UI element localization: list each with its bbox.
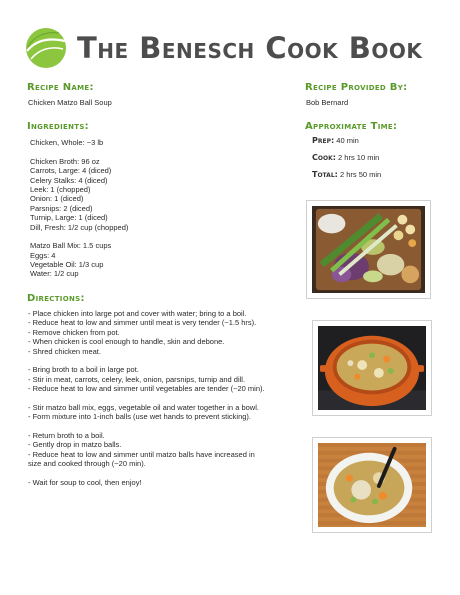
direction-step: - Return broth to a boil. bbox=[28, 431, 105, 441]
ingredients-list bbox=[30, 138, 128, 279]
direction-step: - Wait for soup to cool, then enjoy! bbox=[28, 478, 142, 488]
ingredient-item: Eggs: 4 bbox=[30, 250, 56, 260]
vegetables-photo bbox=[306, 200, 431, 299]
cook-time bbox=[312, 153, 379, 162]
prep-time bbox=[312, 136, 359, 145]
direction-step: - Reduce heat to low and simmer until matzo balls have increased in bbox=[28, 449, 255, 459]
direction-step: - Form mixture into 1-inch balls (use wet hands to prevent sticking). bbox=[28, 412, 252, 422]
direction-step: - Bring broth to a boil in large pot. bbox=[28, 365, 139, 375]
recipe-name-heading: Recipe Name: bbox=[27, 82, 94, 93]
total-label: Total: bbox=[312, 170, 338, 179]
direction-step: - Stir matzo ball mix, eggs, vegetable oil and water together in a bowl. bbox=[28, 402, 259, 412]
cook-label: Cook: bbox=[312, 153, 336, 162]
recipe-name-value: Chicken Matzo Ball Soup bbox=[28, 98, 112, 107]
direction-step: - Gently drop in matzo balls. bbox=[28, 440, 122, 450]
ingredient-item: Dill, Fresh: 1/2 cup (chopped) bbox=[30, 222, 129, 232]
ingredient-item: Carrots, Large: 4 (diced) bbox=[30, 166, 112, 176]
soup-pot-photo bbox=[312, 320, 432, 416]
provided-by-value: Bob Bernard bbox=[306, 98, 349, 107]
page-title: The Benesch Cook Book bbox=[77, 31, 423, 65]
ingredient-item: Celery Stalks: 4 (diced) bbox=[30, 175, 108, 185]
direction-step: size and cooked through (~20 min). bbox=[28, 459, 146, 469]
ingredient-item: Matzo Ball Mix: 1.5 cups bbox=[30, 241, 112, 251]
ingredient-item: Vegetable Oil: 1/3 cup bbox=[30, 260, 104, 270]
direction-step: - Reduce heat to low and simmer until meat is very tender (~1.5 hrs). bbox=[28, 318, 257, 328]
ingredient-item: Water: 1/2 cup bbox=[30, 269, 79, 279]
provided-by-heading: Recipe Provided By: bbox=[305, 82, 408, 93]
leaf-logo-icon bbox=[25, 27, 67, 69]
cook-value: 2 hrs 10 min bbox=[338, 153, 380, 162]
directions-list bbox=[28, 309, 265, 487]
direction-step: - Reduce heat to low and simmer until vegetables are tender (~20 min). bbox=[28, 384, 265, 394]
ingredient-item: Chicken Broth: 96 oz bbox=[30, 156, 100, 166]
ingredient-item: Onion: 1 (diced) bbox=[30, 194, 84, 204]
direction-step: - When chicken is cool enough to handle, skin and debone. bbox=[28, 337, 225, 347]
direction-step: - Stir in meat, carrots, celery, leek, onion, parsnips, turnip and dill. bbox=[28, 374, 246, 384]
approximate-time-heading: Approximate Time: bbox=[305, 121, 398, 132]
soup-bowl-photo bbox=[312, 437, 432, 533]
ingredient-item: Parsnips: 2 (diced) bbox=[30, 203, 93, 213]
directions-heading: Directions: bbox=[27, 293, 85, 304]
total-time bbox=[312, 170, 381, 179]
ingredient-item: Turnip, Large: 1 (diced) bbox=[30, 213, 108, 223]
direction-step: - Shred chicken meat. bbox=[28, 346, 101, 356]
ingredient-item: Chicken, Whole: ~3 lb bbox=[30, 138, 104, 147]
prep-label: Prep: bbox=[312, 136, 335, 145]
ingredient-item: Leek: 1 (chopped) bbox=[30, 184, 91, 194]
ingredients-heading: Ingredients: bbox=[27, 121, 89, 132]
prep-value: 40 min bbox=[336, 136, 359, 145]
total-value: 2 hrs 50 min bbox=[339, 170, 382, 179]
direction-step: - Remove chicken from pot. bbox=[28, 327, 120, 337]
direction-step: - Place chicken into large pot and cover with water; bring to a boil. bbox=[28, 309, 247, 318]
